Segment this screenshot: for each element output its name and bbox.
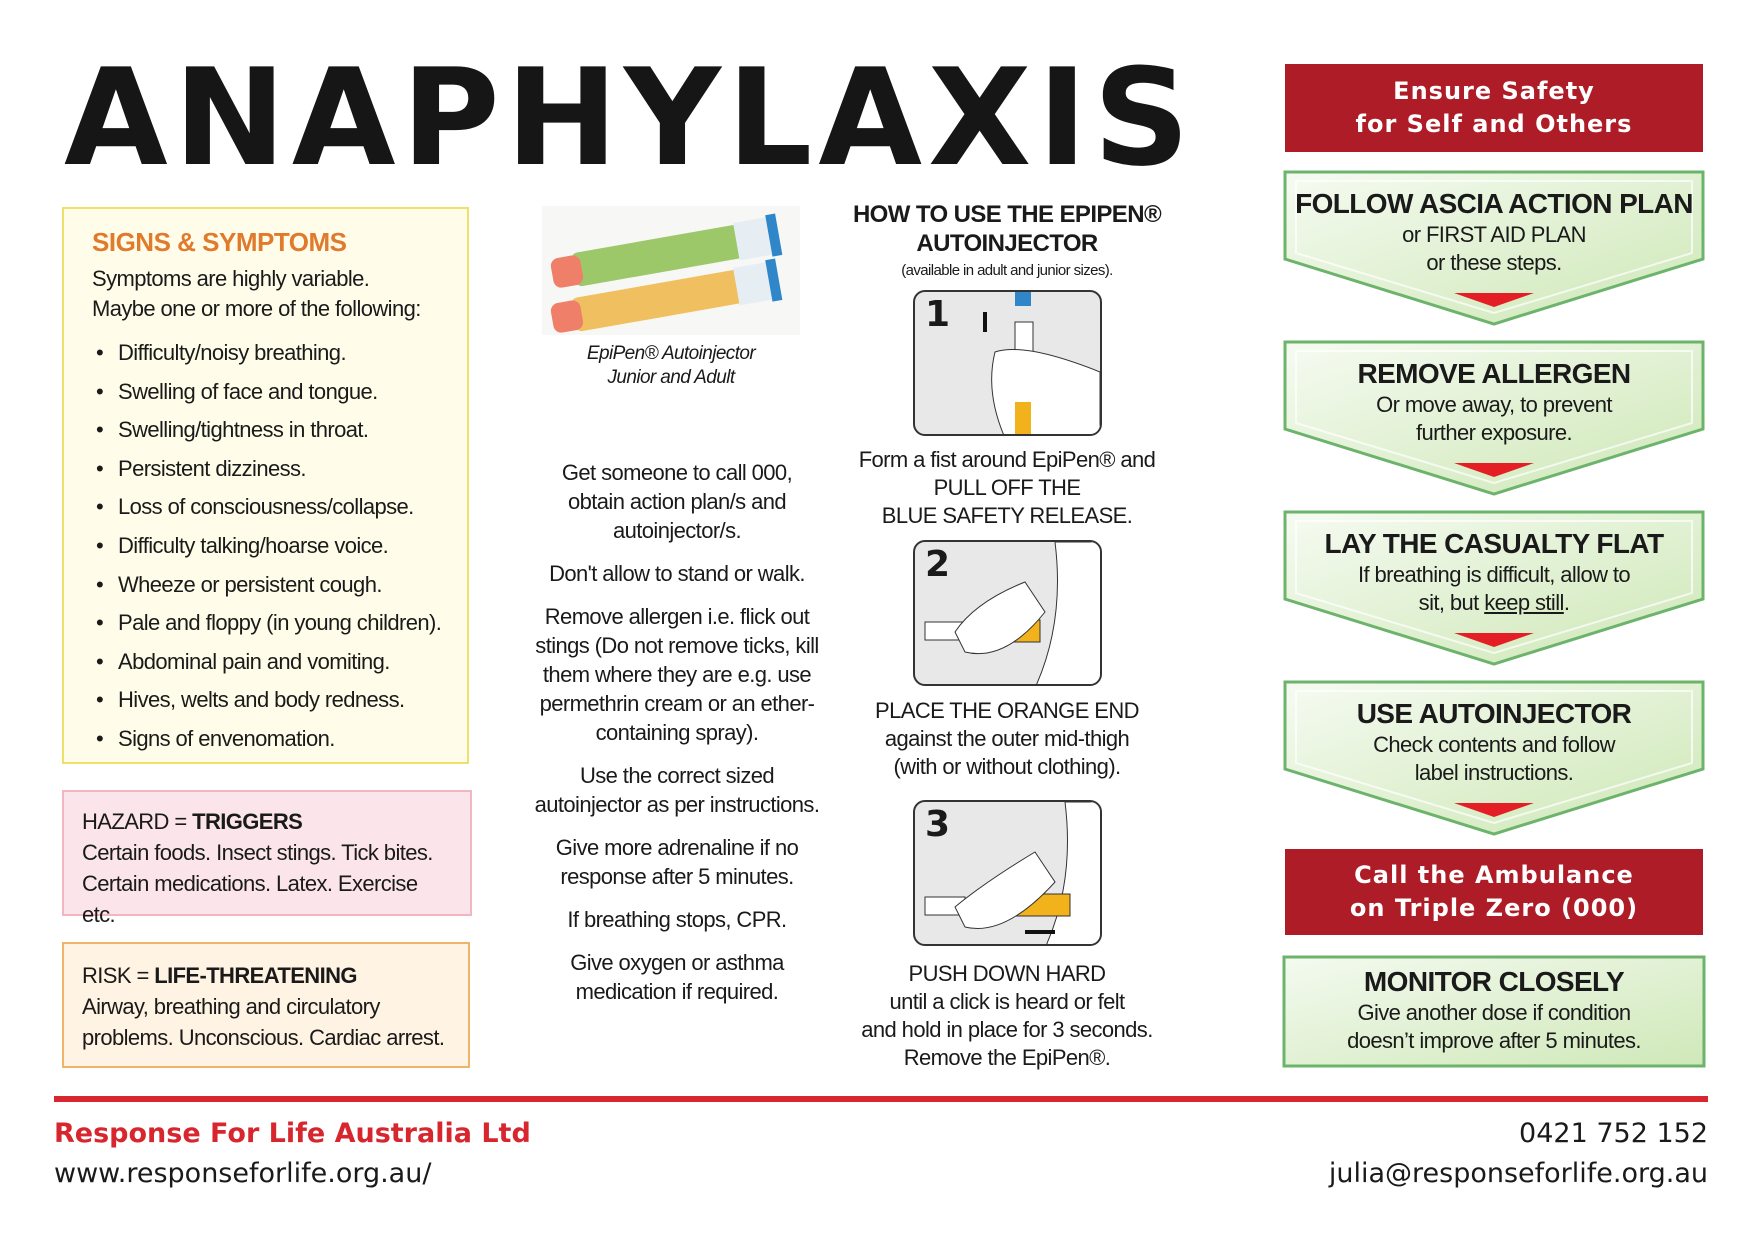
org-name: Response For Life Australia Ltd <box>54 1118 531 1149</box>
caption-line: EpiPen® Autoinjector <box>586 343 756 364</box>
call-ambulance-banner <box>1285 849 1703 935</box>
step-line: against the outer mid-thigh <box>884 726 1130 751</box>
step-text: Or move away, to prevent <box>1376 392 1612 417</box>
step-2-text <box>842 697 1172 781</box>
hazard-strong: TRIGGERS <box>192 809 303 834</box>
symptom-item: • Loss of consciousness/collapse. <box>92 488 467 527</box>
howto-title: AUTOINJECTOR <box>916 230 1098 257</box>
symptom-list <box>92 334 467 759</box>
monitor-text: doesn’t improve after 5 minutes. <box>1347 1028 1641 1053</box>
howto-subtitle: (available in adult and junior sizes). <box>901 262 1113 279</box>
step-line: PLACE THE ORANGE END <box>875 698 1139 723</box>
signs-symptoms-box <box>62 207 469 764</box>
step-line: (with or without clothing). <box>893 754 1121 779</box>
banner-line: on Triple Zero (000) <box>1349 894 1639 922</box>
symptom-item: • Persistent dizziness. <box>92 450 467 489</box>
banner-line: Ensure Safety <box>1393 77 1595 105</box>
instruction-item: If breathing stops, CPR. <box>567 907 787 932</box>
risk-text: problems. Unconscious. Cardiac arrest. <box>82 1025 445 1050</box>
step-1-text <box>842 446 1172 530</box>
step-heading: FOLLOW ASCIA ACTION PLAN <box>1295 188 1693 219</box>
instruction-item: Don't allow to stand or walk. <box>549 561 805 586</box>
howto-header <box>842 200 1172 279</box>
signs-intro: Maybe one or more of the following: <box>92 296 421 321</box>
step-line: until a click is heard or felt <box>889 989 1125 1014</box>
step-line: Remove the EpiPen®. <box>903 1045 1111 1070</box>
instruction-item: Remove allergen i.e. flick out stings (Do not remove ticks, kill them where they are e.g. use permethrin cream or an ether-containing spray). <box>535 604 819 745</box>
step-number: 2 <box>925 544 951 585</box>
step-heading: LAY THE CASUALTY FLAT <box>1324 528 1664 559</box>
step-heading: USE AUTOINJECTOR <box>1356 698 1632 729</box>
instruction-item: Use the correct sized autoinjector as per instructions. <box>534 763 820 817</box>
lay-casualty-flat-step <box>1282 509 1706 667</box>
step-line: BLUE SAFETY RELEASE. <box>881 503 1133 528</box>
risk-box <box>62 942 470 1068</box>
risk-text: Airway, breathing and circulatory <box>82 994 380 1019</box>
step-text: or these steps. <box>1426 250 1562 275</box>
ensure-safety-banner <box>1285 64 1703 152</box>
step-1-illustration <box>913 290 1102 436</box>
banner-line: for Self and Others <box>1355 110 1633 138</box>
phone-number[interactable]: 0421 752 152 <box>1519 1118 1708 1149</box>
monitor-heading: MONITOR CLOSELY <box>1363 966 1625 997</box>
hazard-label: HAZARD = <box>82 809 193 834</box>
symptom-item: • Difficulty/noisy breathing. <box>92 334 467 373</box>
step-line: PULL OFF THE <box>933 475 1081 500</box>
step-text: label instructions. <box>1414 760 1574 785</box>
signs-heading: SIGNS & SYMPTOMS <box>92 227 347 257</box>
caption-line: Junior and Adult <box>607 367 735 388</box>
step-number: 1 <box>925 294 951 335</box>
hazard-text: Certain foods. Insect stings. Tick bites. <box>82 840 433 865</box>
risk-strong: LIFE-THREATENING <box>154 963 357 988</box>
step-text: or FIRST AID PLAN <box>1402 222 1586 247</box>
symptom-item: • Difficulty talking/hoarse voice. <box>92 527 467 566</box>
epipen-image <box>542 206 800 335</box>
email-link[interactable]: julia@responseforlife.org.au <box>1328 1158 1708 1189</box>
instruction-item: Give oxygen or asthma medication if required. <box>570 950 784 1004</box>
step-heading: REMOVE ALLERGEN <box>1357 358 1631 389</box>
step-line: Form a fist around EpiPen® and <box>858 447 1156 472</box>
footer-divider <box>54 1096 1708 1102</box>
remove-allergen-step <box>1282 339 1706 497</box>
instruction-item: Give more adrenaline if no response after 5 minutes. <box>555 835 799 889</box>
step-line: and hold in place for 3 seconds. <box>861 1017 1153 1042</box>
step-text: further exposure. <box>1415 420 1573 445</box>
follow-action-plan-step <box>1282 169 1706 327</box>
monitor-text: Give another dose if condition <box>1357 1000 1631 1025</box>
signs-intro: Symptoms are highly variable. <box>92 266 370 291</box>
step-number: 3 <box>925 804 951 845</box>
first-aid-instructions <box>532 458 822 1020</box>
step-3-text <box>842 960 1172 1072</box>
step-line: PUSH DOWN HARD <box>908 961 1106 986</box>
risk-label: RISK = <box>82 963 155 988</box>
hazard-box <box>62 790 472 927</box>
use-autoinjector-step <box>1282 679 1706 837</box>
symptom-item: • Swelling/tightness in throat. <box>92 411 467 450</box>
symptom-item: • Abdominal pain and vomiting. <box>92 643 467 682</box>
symptom-item: • Hives, welts and body redness. <box>92 681 467 720</box>
hazard-text: Certain medications. Latex. Exercise etc. <box>82 871 418 927</box>
symptom-item: • Pale and floppy (in young children). <box>92 604 467 643</box>
epipen-caption <box>542 342 800 390</box>
monitor-closely-box <box>1282 955 1706 1068</box>
symptom-item: • Wheeze or persistent cough. <box>92 566 467 605</box>
howto-title: HOW TO USE THE EPIPEN® <box>852 201 1162 228</box>
step-text: Check contents and follow <box>1373 732 1615 757</box>
step-text: sit, but keep still. <box>1418 590 1570 615</box>
step-text: If breathing is difficult, allow to <box>1357 562 1631 587</box>
instruction-item: Get someone to call 000, obtain action plan/s and autoinjector/s. <box>561 460 793 543</box>
symptom-item: • Swelling of face and tongue. <box>92 373 467 412</box>
step-3-illustration <box>913 800 1102 946</box>
website-link[interactable]: www.responseforlife.org.au/ <box>54 1158 432 1189</box>
step-2-illustration <box>913 540 1102 686</box>
symptom-item: • Signs of envenomation. <box>92 720 467 759</box>
page-title: ANAPHYLAXIS <box>64 40 1196 196</box>
banner-line: Call the Ambulance <box>1354 861 1634 889</box>
